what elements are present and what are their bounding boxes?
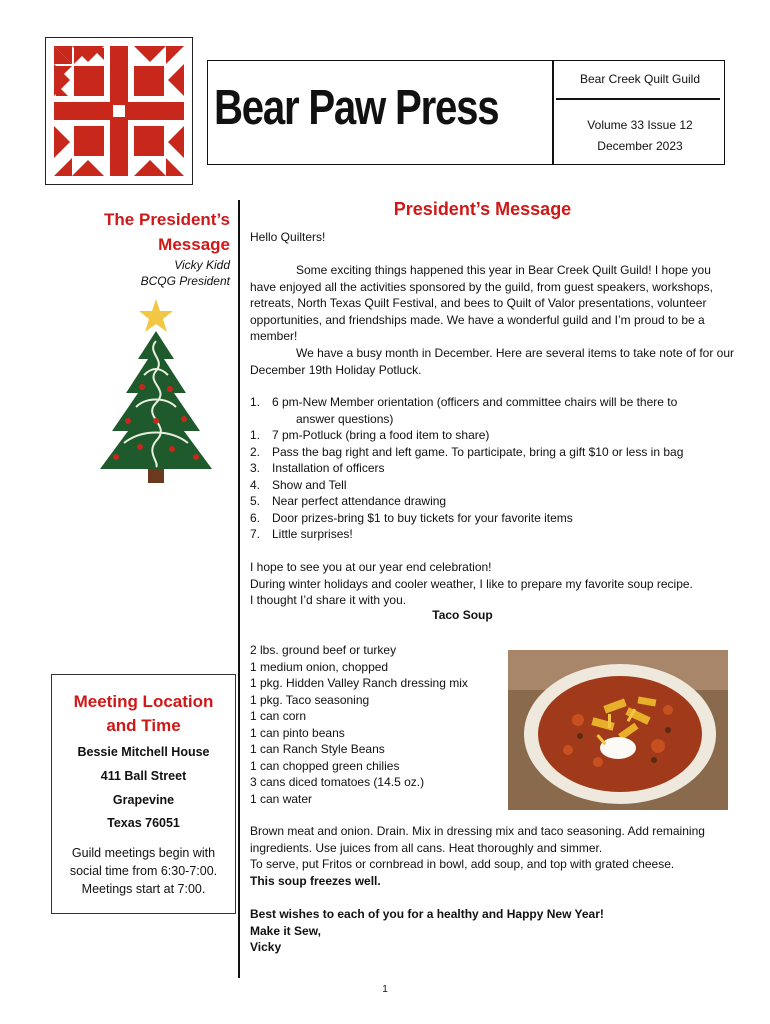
christmas-tree-image [96,297,216,485]
closing-line1: I hope to see you at our year end celebration! [250,560,492,574]
new-year-wish: Best wishes to each of you for a healthy and Happy New Year! [250,907,604,921]
closing-line2: During winter holidays and cooler weather, I like to prepare my favorite soup recipe. [250,576,693,591]
signature-name: Vicky [250,940,282,954]
page-number: 1 [382,984,388,995]
list-item: 1 medium onion, chopped [250,659,389,674]
serving-text: To serve, put Fritos or cornbread in bowl, add soup, and top with grated cheese. [250,857,675,871]
bear-paw-block-icon [46,38,192,184]
newsletter-title: Bear Paw Press [214,81,499,135]
meeting-note: Guild meetings begin with social time from 6:30-7:00. Meetings start at 7:00. [69,846,218,896]
signoff-line: Make it Sew, [250,923,321,938]
list-item: 2. Pass the bag right and left game. To participate, bring a gift $10 or less in bag [250,444,684,459]
christmas-tree-icon [96,297,216,485]
closing-line3: I thought I’d share it with you. [250,593,407,607]
meeting-state: Texas 76051 [107,816,180,830]
greeting: Hello Quilters! [250,230,326,244]
directions-text: Brown meat and onion. Drain. Mix in dressing mix and taco seasoning. Add remaining ingredients. Use juices from all cans. Heat thoroughly and simmer. [250,824,705,855]
meeting-title-line2: and Time [106,716,181,735]
list-item: 1 can water [250,791,313,806]
masthead-rule [556,98,720,100]
recipe-title: Taco Soup [432,608,493,622]
list-item: 7. Little surprises! [250,527,353,541]
guild-name: Bear Creek Quilt Guild [579,72,701,86]
list-item: 1. 6 pm-New Member orientation (officers and committee chairs will be there to answer questions) [250,395,678,426]
directions [250,823,740,889]
list-item: 6. Door prizes-bring $1 to buy tickets for your favorite items [250,510,573,525]
article-title: President’s Message [393,199,572,219]
list-item: 1. 7 pm-Potluck (bring a food item to share) [250,428,490,442]
meeting-city: Grapevine [112,793,175,807]
president-byline [60,257,230,289]
list-item: 1 can pinto beans [250,725,345,740]
meeting-title [51,690,236,738]
meeting-place: Bessie Mitchell House [77,745,210,759]
president-role: BCQG President [140,274,230,288]
masthead-divider [552,60,554,165]
list-item: 4. Show and Tell [250,477,347,492]
list-item: 5. Near perfect attendance drawing [250,494,447,508]
list-item: 1 can Ranch Style Beans [250,742,385,756]
list-item: 1 can corn [250,709,307,723]
signoff-block [250,906,740,956]
meeting-title-line1: Meeting Location [73,692,214,711]
issue-date: December 2023 [597,139,683,153]
sidebar-title [60,207,230,257]
list-item: 1 pkg. Taco seasoning [250,692,370,707]
list-item: 3. Installation of officers [250,461,385,475]
sidebar-title-line2: Message [158,235,230,254]
sidebar-title-line1: The President’s [104,210,230,229]
taco-soup-photo [508,650,728,810]
list-item: 3 cans diced tomatoes (14.5 oz.) [250,775,425,789]
paragraph-intro: Some exciting things happened this year in Bear Creek Quilt Guild! I hope you have enjoyed all the activities sponsored by the guild, from guest speakers, workshops, retreats, North Texas Quilt Festival, and bees to Quilt of Valor presentations, volunteer opportunities, and friendships made. We have a wonderful guild and I’m proud to be a member! [250,263,713,343]
meeting-street: 411 Ball Street [100,769,187,783]
freeze-note: This soup freezes well. [250,873,381,888]
potluck-agenda-list [250,394,740,543]
closing-text [250,559,740,609]
list-item: 1 can chopped green chilies [250,758,400,773]
president-name: Vicky Kidd [174,258,230,272]
list-item: 2 lbs. ground beef or turkey [250,643,397,657]
column-divider [238,200,240,978]
bear-paw-quilt-logo [45,37,193,185]
soup-bowl-icon [508,650,728,810]
ingredient-list [250,642,500,807]
paragraph-december: We have a busy month in December. Here are several items to take note of for our December 19th Holiday Potluck. [250,346,734,377]
issue-volume: Volume 33 Issue 12 [587,118,693,132]
list-item: 1 pkg. Hidden Valley Ranch dressing mix [250,676,468,690]
